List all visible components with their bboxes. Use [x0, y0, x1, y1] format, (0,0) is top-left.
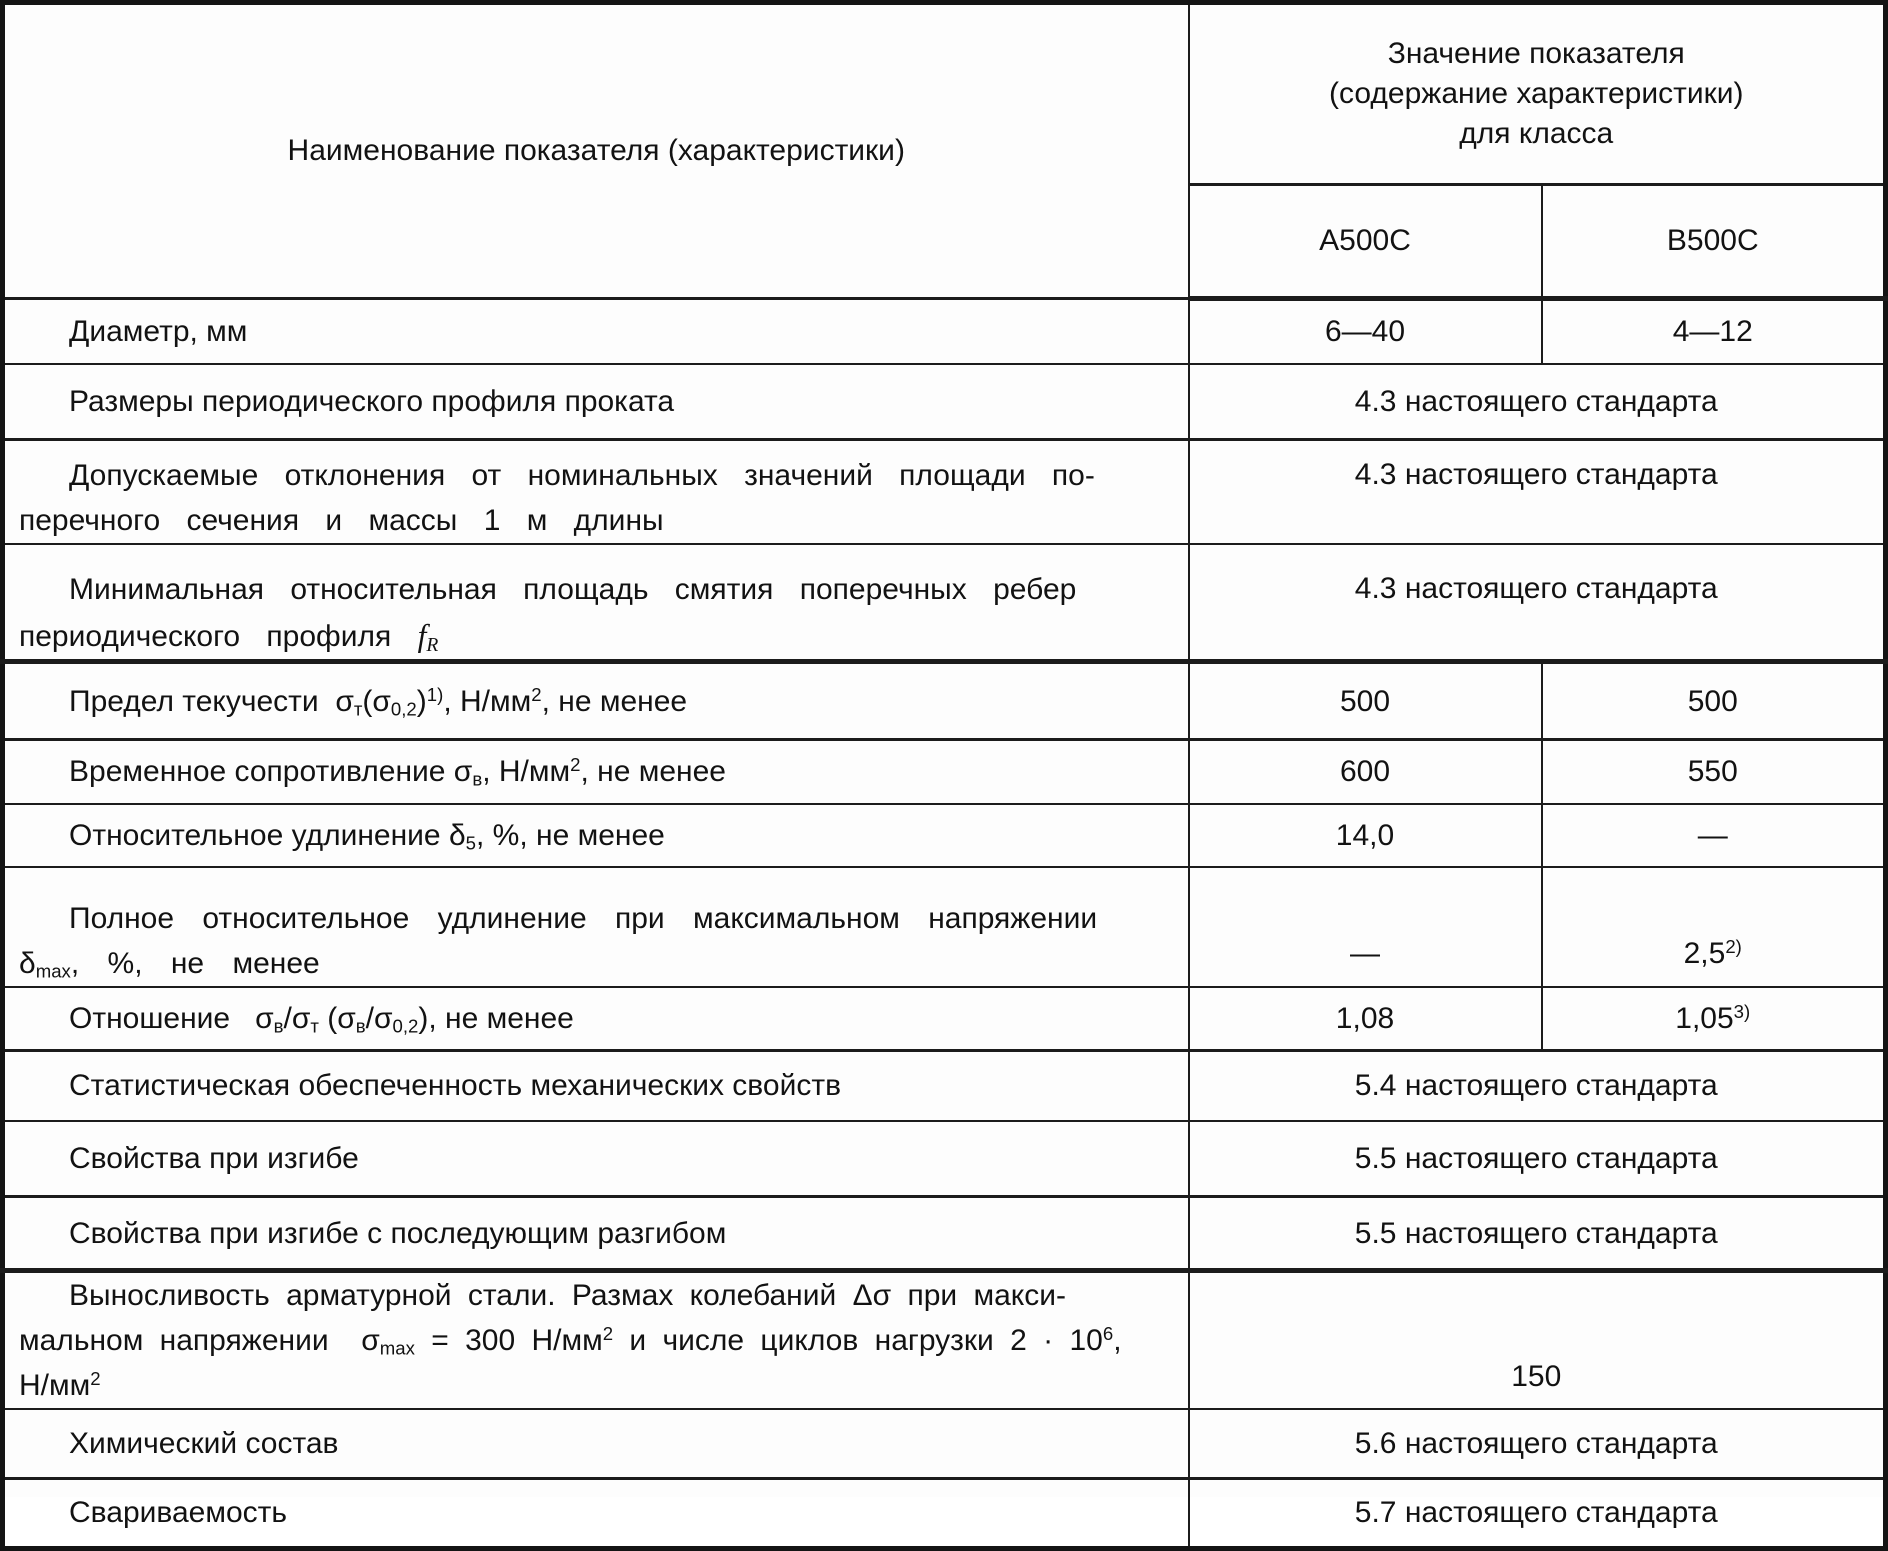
value-b500c-cell: 500: [1542, 662, 1886, 740]
value-a500c-cell: 14,0: [1189, 804, 1542, 867]
value-a500c-cell: —: [1189, 867, 1542, 987]
row-name-cell: Полное относительное удлинение при максимальном напряжении $\delta_{max}$, %, не менее: [3, 867, 1189, 987]
value-a500c-cell: 600: [1189, 740, 1542, 804]
value-a500c-cell: 1,08: [1189, 987, 1542, 1051]
value-a500c-cell: 500: [1189, 662, 1542, 740]
value-merged-cell: 4.3 настоящего стандарта: [1189, 440, 1886, 545]
row-name-cell: Выносливость арматурной стали. Размах колебаний Δσ при макси- мальном напряжении $\sigma_{max} = 300$ $Н/мм^2$ и числе циклов нагрузки $2 \cdot 10^6$, $Н/мм^2$: [3, 1271, 1189, 1410]
value-b500c-cell: 2,5$^{2)}$: [1542, 867, 1886, 987]
header-class-a500c: А500С: [1189, 185, 1542, 299]
header-row-top: [3, 3, 1886, 185]
row-name-cell: Минимальная относительная площадь смятия поперечных ребер периодического профиля $f_R$: [3, 544, 1189, 662]
table-row-diameter: [3, 299, 1886, 364]
value-merged-cell: 4.3 настоящего стандарта: [1189, 364, 1886, 440]
value-a500c-cell: 6—40: [1189, 299, 1542, 364]
value-b500c-cell: —: [1542, 804, 1886, 867]
row-name-cell: Свойства при изгибе с последующим разгибом: [3, 1197, 1189, 1271]
table-row-tensile-strength: [3, 740, 1886, 804]
header-name-column: Наименование показателя (характеристики): [3, 3, 1189, 299]
table-row-bend-rebend: [3, 1197, 1886, 1271]
table-row-total-elongation: [3, 867, 1886, 987]
table-row-statistical: [3, 1051, 1886, 1121]
value-merged-cell: 5.4 настоящего стандарта: [1189, 1051, 1886, 1121]
table-row-profile-dimensions: [3, 364, 1886, 440]
row-name-cell: Допускаемые отклонения от номинальных значений площади по- перечного сечения и массы 1 м длины: [3, 440, 1189, 545]
table-row-deviations: [3, 440, 1886, 545]
value-merged-cell: 150: [1189, 1271, 1886, 1410]
row-name-cell: Временное сопротивление $\sigma_в$, $Н/мм^2$, не менее: [3, 740, 1189, 804]
value-merged-cell: 5.5 настоящего стандарта: [1189, 1121, 1886, 1197]
table-row-elongation: [3, 804, 1886, 867]
value-b500c-cell: 550: [1542, 740, 1886, 804]
row-name-cell: Диаметр, мм: [3, 299, 1189, 364]
header-class-b500c: В500С: [1542, 185, 1886, 299]
value-b500c-cell: 1,05$^{3)}$: [1542, 987, 1886, 1051]
row-name-cell: Предел текучести $\sigma_т(\sigma_{0,2})^{1)}$, $Н/мм^2$, не менее: [3, 662, 1189, 740]
table-row-bend: [3, 1121, 1886, 1197]
table-row-fatigue: [3, 1271, 1886, 1410]
table-row-chemical: [3, 1409, 1886, 1478]
row-name-cell: Отношение $\sigma_в/\sigma_т$ $(\sigma_в/\sigma_{0,2})$, не менее: [3, 987, 1189, 1051]
table-row-weldability: [3, 1478, 1886, 1548]
value-merged-cell: 5.6 настоящего стандарта: [1189, 1409, 1886, 1478]
value-merged-cell: 5.7 настоящего стандарта: [1189, 1478, 1886, 1548]
value-merged-cell: 4.3 настоящего стандарта: [1189, 544, 1886, 662]
table-row-yield-strength: [3, 662, 1886, 740]
value-merged-cell: 5.5 настоящего стандарта: [1189, 1197, 1886, 1271]
header-value-column: Значение показателя (содержание характеристики) для класса: [1189, 3, 1886, 185]
row-name-cell: Химический состав: [3, 1409, 1189, 1478]
row-name-cell: Статистическая обеспеченность механических свойств: [3, 1051, 1189, 1121]
row-name-cell: Относительное удлинение $\delta_5$, %, не менее: [3, 804, 1189, 867]
value-b500c-cell: 4—12: [1542, 299, 1886, 364]
row-name-cell: Свариваемость: [3, 1478, 1189, 1548]
table-row-rib-area: [3, 544, 1886, 662]
row-name-cell: Размеры периодического профиля проката: [3, 364, 1189, 440]
row-name-cell: Свойства при изгибе: [3, 1121, 1189, 1197]
table-row-strength-ratio: [3, 987, 1886, 1051]
